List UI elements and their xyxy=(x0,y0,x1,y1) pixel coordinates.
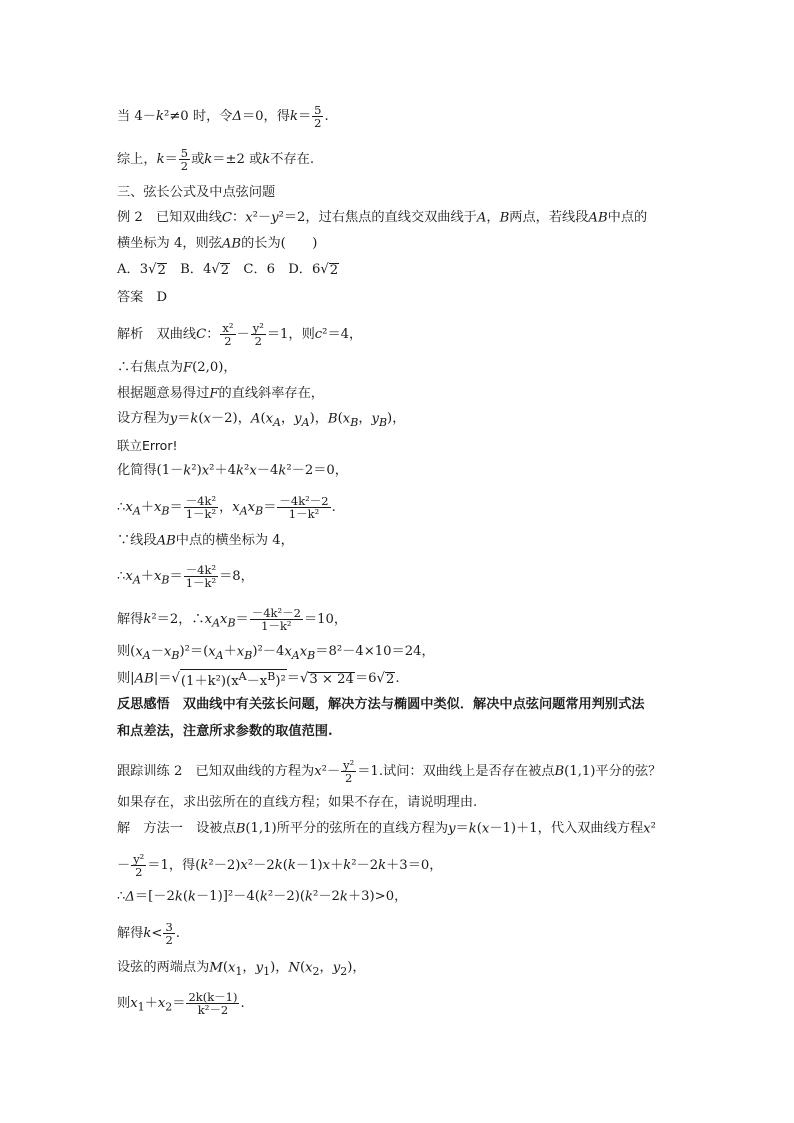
fraction: $\frac{3}{2}$ xyxy=(165,920,173,947)
reflection-line: 反思感悟 双曲线中有关弦长问题，解决方法与椭圆中类似．解决中点弦问题常用判别式法 xyxy=(117,697,645,712)
text-line: 跟踪训练 2 已知双曲线的方程为x²－ $\frac{\text{y²}}{2}$ ＝1.试问：双曲线上是否存在被点B(1,1)平分的弦？ xyxy=(117,758,662,785)
sqrt-symbol: √ xyxy=(148,262,157,277)
text-line: 化简得(1－k²)x²＋4k²x－4k²－2＝0， xyxy=(117,463,348,479)
text-line: 解得k< $\frac{3}{2}$ . xyxy=(117,920,180,947)
text-line: 根据题意易得过F的直线斜率存在， xyxy=(117,386,324,402)
text-line: $\therefore x_A+x_B=$ $\frac{\text{－4k²}}{\text{1－k²}}$ ，$x_Ax_B=$ $\frac{\text{－4k²－2}}{\text{1－k²}}$ . xyxy=(117,494,336,521)
fraction: $\frac{\text{x²}}{2}$ xyxy=(222,321,234,348)
fraction: $\frac{\text{－4k²－2}}{\text{1－k²}}$ xyxy=(279,494,329,521)
text-line: 设弦的两端点为$M(x_1$，$y_1$)，$N(x_2$，$y_2$)， xyxy=(117,960,366,979)
fraction: $\frac{\text{－4k²－2}}{\text{1－k²}}$ xyxy=(251,606,301,633)
section-heading: 三、弦长公式及中点弦问题 xyxy=(117,185,276,200)
text-line: 设方程为y＝k(x－2)，$A(x_A$，$y_A$)，$B(x_B$，$y_B$)， xyxy=(117,411,406,430)
sqrt-symbol: √ xyxy=(376,671,385,687)
fraction: $\frac{\text{y²}}{2}$ xyxy=(343,758,355,785)
error-line: 联立Error! xyxy=(117,437,178,453)
text-line: 综上，k＝ $\frac{5}{2}$ 或k＝±2 或k不存在. xyxy=(117,146,315,173)
text-line: 则$(x_A-x_B)^2=(x_A+x_B)^2-4x_Ax_B=8^2-4\times 10=24$， xyxy=(117,644,435,663)
text-line: $\therefore x_A+x_B=$ $\frac{\text{－4k²}}{\text{1－k²}}$ ＝8， xyxy=(117,563,254,590)
text-line: 横坐标为 4，则弦AB的长为( ) xyxy=(117,236,318,252)
fraction: $\frac{2k(k-1)}{\text{k²－2}}$ xyxy=(188,990,238,1017)
text-line: 则$x_1+x_2=$ $\frac{2k(k-1)}{\text{k²－2}}$ . xyxy=(117,990,245,1017)
text-line: 例 2 已知双曲线C：x²－y²＝2，过右焦点的直线交双曲线于A，B两点，若线段AB中点的 xyxy=(117,210,648,226)
answer-options: A．3√2 B．4√2 C．6 D．6√2 xyxy=(117,262,339,278)
fraction: $\frac{\text{－4k²}}{\text{1－k²}}$ xyxy=(185,494,217,521)
reflection-line: 和点差法，注意所求参数的取值范围. xyxy=(117,724,333,739)
text-line: 解析 双曲线C： $\frac{\text{x²}}{2}$ － $\frac{\text{y²}}{2}$ ＝1，则c²＝4， xyxy=(117,321,363,348)
text-line: ∴右焦点为F(2,0)， xyxy=(117,360,237,376)
fraction: $\frac{\text{y²}}{2}$ xyxy=(252,321,264,348)
answer-line: 答案 D xyxy=(117,290,168,305)
text-line: 解 方法一 设被点B(1,1)所平分的弦所在的直线方程为y＝k(x－1)＋1，代入双曲线方程x² xyxy=(117,821,656,837)
sqrt-symbol: √ xyxy=(299,671,309,687)
text-line: 当 4－k²≠0 时，令Δ＝0，得k＝ $\frac{5}{2}$ . xyxy=(117,103,329,130)
fraction: $\frac{\text{－4k²}}{\text{1－k²}}$ xyxy=(185,563,217,590)
sqrt-symbol: √ xyxy=(320,262,329,277)
sqrt-symbol: √ xyxy=(171,671,180,687)
text-line: 则$|AB|=√(1+k^2)(x^A-x^B)^2=√3 \times 24=6√2$. xyxy=(117,670,400,689)
text-line: 解得k²＝2，$\therefore x_Ax_B=$ $\frac{\text{－4k²－2}}{\text{1－k²}}$ ＝10， xyxy=(117,606,348,633)
text-line: 如果存在，求出弦所在的直线方程；如果不存在，请说明理由. xyxy=(117,795,478,810)
text-line: － $\frac{\text{y²}}{2}$ ＝1，得(k²－2)x²－2k(k－1)x＋k²－2k＋3＝0， xyxy=(117,852,443,879)
fraction: $\frac{\text{y²}}{2}$ xyxy=(133,852,145,879)
fraction: $\frac{5}{2}$ xyxy=(180,146,189,173)
sqrt-symbol: √ xyxy=(211,262,220,277)
text-line: ∴Δ＝[－2k(k－1)]²－4(k²－2)(k²－2k＋3)>0， xyxy=(117,889,408,905)
fraction: $\frac{5}{2}$ xyxy=(314,103,322,130)
text-line: ∵线段AB中点的横坐标为 4， xyxy=(117,533,294,549)
